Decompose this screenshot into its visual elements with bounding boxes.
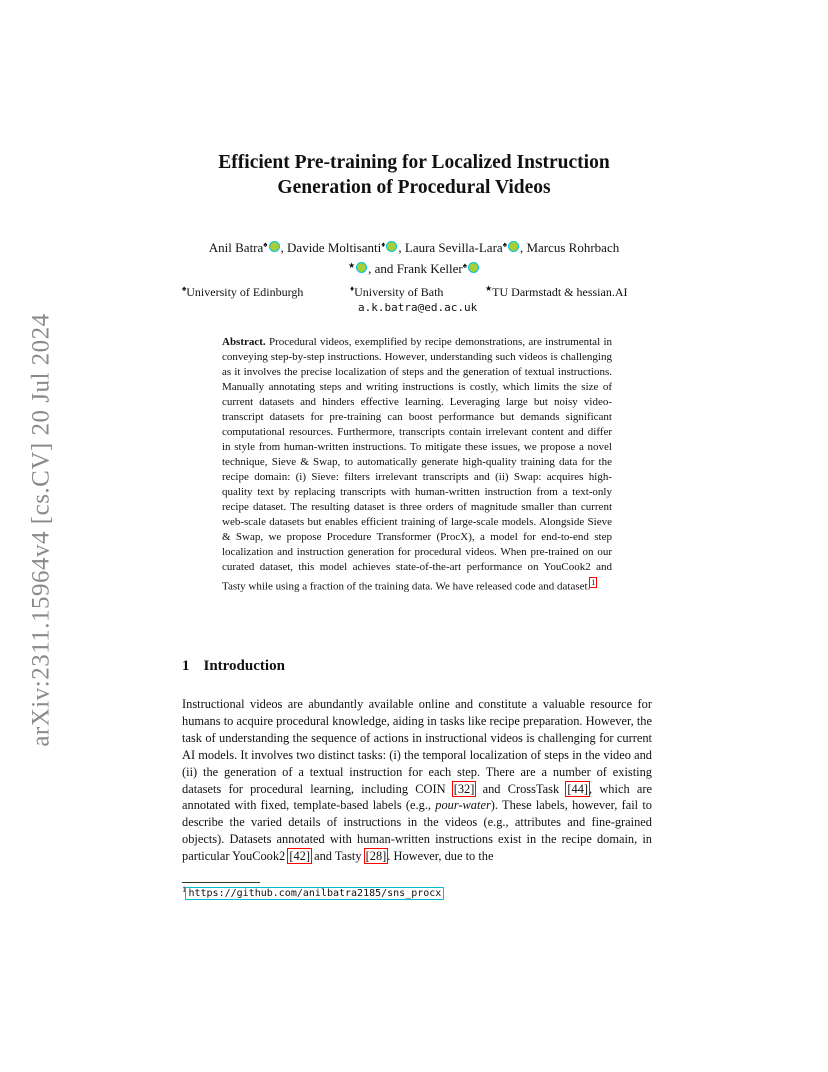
section-title: Introduction — [203, 658, 285, 674]
intro-text: and Tasty — [311, 849, 365, 864]
footnote — [182, 886, 443, 899]
affiliation-name: University of Edinburgh — [186, 285, 304, 299]
orcid-icon[interactable] — [508, 241, 519, 252]
intro-italic: pour-water — [435, 798, 491, 813]
diamond-mark: ♦ — [350, 284, 355, 293]
spade-mark: ♠ — [462, 261, 467, 270]
author-and: and — [374, 261, 394, 276]
paper-title — [0, 150, 828, 200]
affiliation-edinburgh — [182, 284, 303, 300]
affiliation-name: University of Bath — [354, 285, 444, 299]
arxiv-id-text: arXiv:2311.15964v4 [cs.CV] 20 Jul 2024 — [28, 313, 56, 747]
title-line-1: Efficient Pre-training for Localized Instruction — [218, 152, 610, 173]
author-line-1: Anil Batra♠ , Davide Moltisanti♦ , Laura Sevilla-Lara♠ , Marcus Rohrbach — [208, 240, 620, 255]
spade-mark: ♠ — [263, 240, 268, 249]
affiliations — [180, 284, 650, 320]
intro-text: . However, due to the — [387, 849, 494, 864]
affiliation-darmstadt — [485, 284, 627, 300]
intro-text: , which are annotated with fixed, template-based labels (e.g., — [182, 781, 652, 813]
arxiv-identifier — [22, 295, 62, 765]
abstract-text: Procedural videos, exemplified by recipe demonstrations, are instrumental in conveying step-by-step instructions. However, understanding such videos is challenging as it involves the precise localization of steps and the generation of textual instructions. Manually annotating steps and writing instructions is costly, which limits the size of current datasets and hinders effective learning. Leveraging large but noisy video-transcript datasets for pre-training can boost performance but demands significant computational resources. Furthermore, transcripts contain irrelevant content and differ in style from human-written instructions. To mitigate these issues, we propose a novel technique, Sieve & Swap, to automatically generate high-quality training data for the recipe domain: (i) Sieve: filters irrelevant transcripts and (ii) Swap: acquires high-quality text by replacing transcripts with human-written instruction from a text-only recipe dataset. The resulting dataset is three orders of magnitude smaller than current web-scale datasets but enables efficient training of large-scale models. Alongside Sieve & Swap, we propose Procedure Transformer (ProcX), a model for end-to-end step localization and instruction generation for procedural videos. When pre-trained on our curated dataset, this model achieves state-of-the-art performance on YouCook2 and Tasty while using a fraction of the training data. We have released code and dataset. — [222, 336, 612, 593]
abstract — [222, 335, 612, 595]
author-name: Anil Batra — [208, 240, 264, 255]
author-name: Davide Moltisanti — [287, 240, 382, 255]
footnote-link[interactable]: 1 — [591, 578, 596, 587]
intro-paragraph — [182, 696, 652, 865]
footnote-url-link[interactable]: https://github.com/anilbatra2185/sns_procx — [188, 888, 442, 900]
spade-mark: ♠ — [502, 240, 507, 249]
citation-link[interactable]: [44] — [567, 781, 589, 796]
diamond-mark: ♦ — [381, 240, 386, 249]
intro-text: Instructional videos are abundantly available online and constitute a valuable resource for humans to acquire procedural knowledge, aiding in tasks like recipe preparation. However, the task of understanding the sequence of actions in instructional videos is challenging for current AI models. It involves two distinct tasks: (i) the temporal localization of steps in the video and (ii) the generation of a textual instruction for each step. There are a number of existing datasets for procedural learning, including COIN — [182, 697, 652, 796]
author-email[interactable]: a.k.batra@ed.ac.uk — [358, 301, 478, 314]
footnote-rule — [182, 882, 260, 883]
spade-mark: ♠ — [182, 284, 187, 293]
affiliation-bath — [350, 284, 443, 300]
section-heading — [182, 658, 285, 675]
star-mark: ★ — [485, 284, 493, 293]
orcid-icon[interactable] — [386, 241, 397, 252]
orcid-icon[interactable] — [468, 262, 479, 273]
section-number: 1 — [182, 658, 190, 674]
orcid-icon[interactable] — [356, 262, 367, 273]
author-name: Laura Sevilla-Lara — [404, 240, 503, 255]
footnote-mark: 1 — [182, 886, 187, 894]
citation-link[interactable]: [28] — [365, 849, 387, 864]
author-list — [0, 236, 828, 278]
author-name: Frank Keller — [396, 261, 463, 276]
orcid-icon[interactable] — [269, 241, 280, 252]
star-mark: ★ — [347, 261, 356, 270]
citation-link[interactable]: [42] — [289, 849, 311, 864]
author-line-2: ★ , and Frank Keller♠ — [0, 257, 828, 278]
author-name: Marcus Rohrbach — [526, 240, 620, 255]
intro-text: and CrossTask — [475, 781, 567, 796]
affiliation-name: TU Darmstadt & hessian.AI — [492, 285, 628, 299]
intro-text: ). These labels, however, fail to describe the varied details of instructions in the videos (e.g., attributes and fine-grained objects). Datasets annotated with human-written instructions exist in the recipe domain, in particular YouCook2 — [182, 798, 652, 864]
citation-link[interactable]: [32] — [453, 781, 475, 796]
abstract-label: Abstract. — [222, 336, 266, 348]
title-line-2: Generation of Procedural Videos — [277, 177, 551, 198]
